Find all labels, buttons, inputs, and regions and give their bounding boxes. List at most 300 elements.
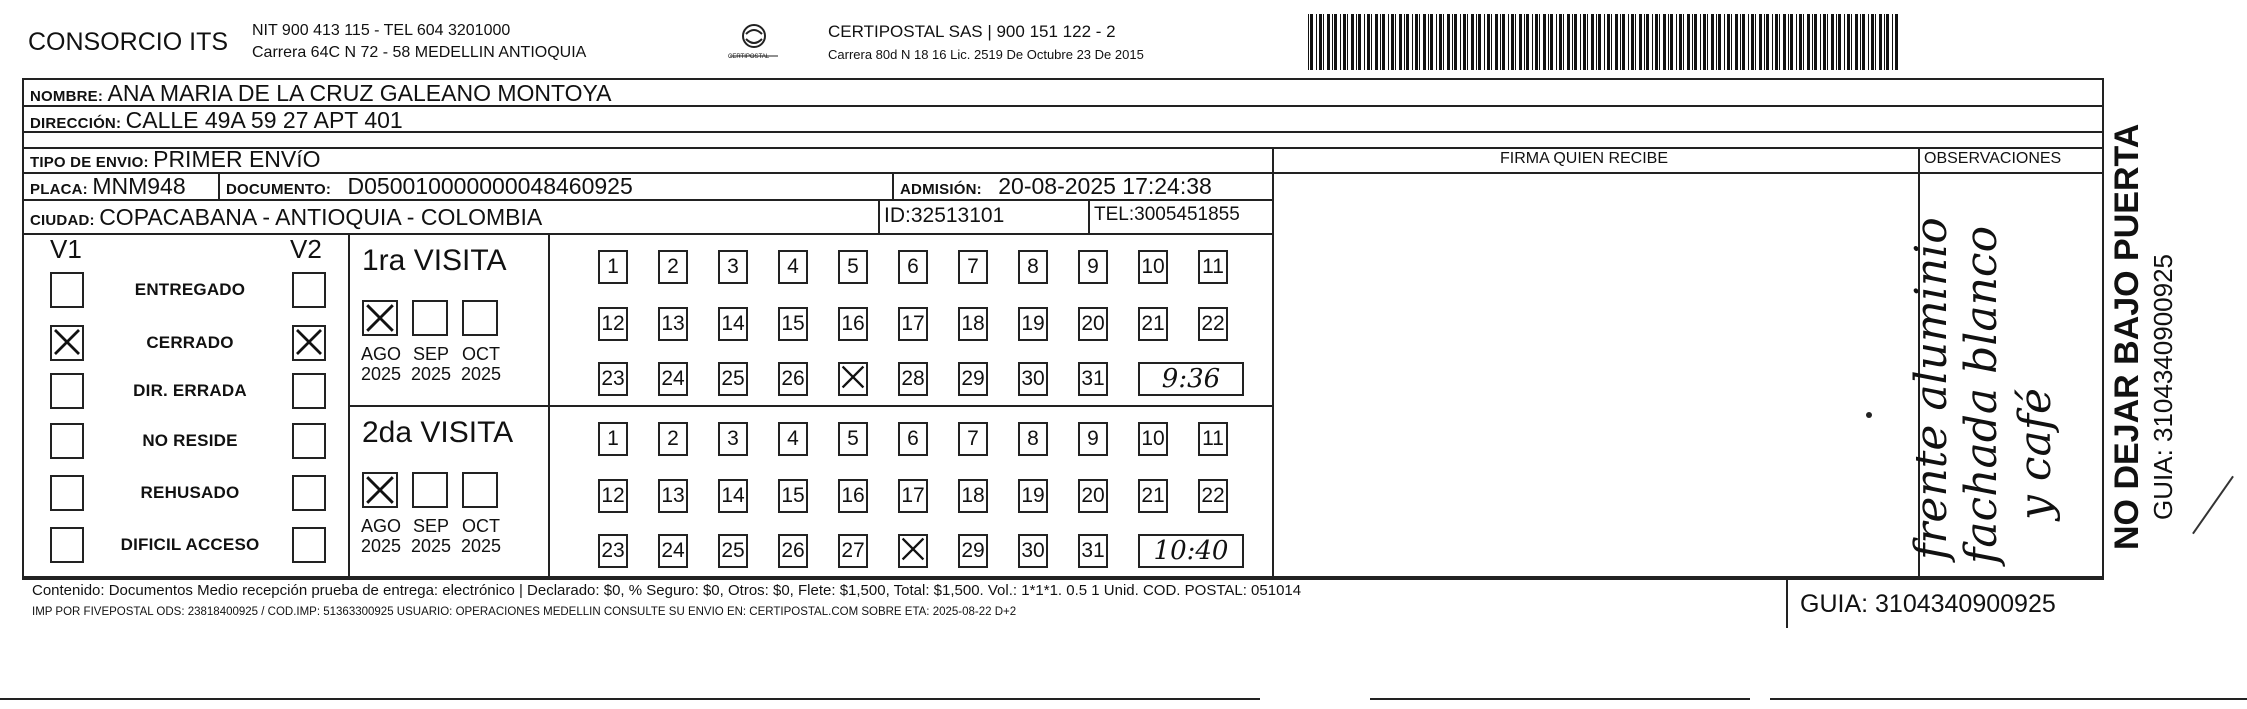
x-mark-icon bbox=[840, 364, 866, 390]
barcode-bar bbox=[1748, 14, 1749, 70]
ciudad-value: COPACABANA - ANTIOQUIA - COLOMBIA bbox=[99, 204, 543, 230]
barcode-bar bbox=[1471, 14, 1474, 70]
barcode-bar bbox=[1484, 14, 1485, 70]
barcode-bar bbox=[1687, 14, 1690, 70]
day-box[interactable]: 14 bbox=[718, 479, 748, 513]
day-box[interactable]: 10 bbox=[1138, 422, 1168, 456]
day-box[interactable]: 9 bbox=[1078, 422, 1108, 456]
v1-checkbox-4[interactable] bbox=[50, 475, 84, 511]
barcode-bar bbox=[1491, 14, 1492, 70]
month-label: OCT bbox=[462, 344, 500, 364]
month-label: SEP bbox=[412, 516, 450, 536]
barcode-bar bbox=[1495, 14, 1498, 70]
barcode-bar bbox=[1707, 14, 1708, 70]
v1-checkbox-0[interactable] bbox=[50, 272, 84, 308]
tel-value: TEL:3005451855 bbox=[1094, 204, 1240, 225]
barcode-bar bbox=[1395, 14, 1396, 70]
barcode-bar bbox=[1371, 14, 1372, 70]
barcode-bar bbox=[1823, 14, 1826, 70]
barcode-bar bbox=[1831, 14, 1834, 70]
barcode-bar bbox=[1519, 14, 1522, 70]
month-checkbox-sep[interactable] bbox=[412, 300, 448, 336]
obs-hand-2: fachada blanco bbox=[1956, 225, 2007, 564]
barcode-bar bbox=[1343, 14, 1346, 70]
day-box[interactable]: 2 bbox=[658, 250, 688, 284]
company-name: CONSORCIO ITS bbox=[28, 28, 229, 56]
day-box-marked[interactable] bbox=[898, 534, 928, 568]
day-box[interactable]: 23 bbox=[598, 362, 628, 396]
barcode-bar bbox=[1783, 14, 1786, 70]
barcode-bar bbox=[1399, 14, 1402, 70]
barcode-bar bbox=[1759, 14, 1762, 70]
v2-checkbox-1[interactable] bbox=[292, 325, 326, 361]
day-box[interactable]: 11 bbox=[1198, 422, 1228, 456]
barcode-bar bbox=[1875, 14, 1876, 70]
barcode-bar bbox=[1419, 14, 1420, 70]
day-box[interactable]: 15 bbox=[778, 479, 808, 513]
v2-checkbox-2[interactable] bbox=[292, 373, 326, 409]
barcode-bar bbox=[1622, 14, 1625, 70]
direccion-field bbox=[30, 107, 403, 134]
nombre-label: NOMBRE: bbox=[30, 88, 104, 105]
nombre-field bbox=[30, 80, 612, 107]
barcode-bar bbox=[1851, 14, 1852, 70]
barcode-bar bbox=[1868, 14, 1869, 70]
day-box[interactable]: 5 bbox=[838, 250, 868, 284]
day-box[interactable]: 20 bbox=[1078, 307, 1108, 341]
tipo-label: TIPO DE ENVIO: bbox=[30, 154, 149, 171]
barcode-bar bbox=[1735, 14, 1738, 70]
month-checkbox-sep[interactable] bbox=[412, 472, 448, 508]
day-box[interactable]: 20 bbox=[1078, 479, 1108, 513]
month-caption bbox=[358, 344, 404, 384]
barcode-bar bbox=[1799, 14, 1802, 70]
day-box[interactable]: 15 bbox=[778, 307, 808, 341]
nombre-value: ANA MARIA DE LA CRUZ GALEANO MONTOYA bbox=[107, 80, 612, 106]
barcode-bar bbox=[1539, 14, 1540, 70]
scan-mark bbox=[2192, 476, 2234, 534]
day-box[interactable]: 12 bbox=[598, 307, 628, 341]
v2-label: V2 bbox=[290, 234, 322, 264]
month-caption bbox=[458, 344, 504, 384]
month-checkbox-oct[interactable] bbox=[462, 300, 498, 336]
barcode-bar bbox=[1766, 14, 1769, 70]
barcode-bar bbox=[1716, 14, 1717, 70]
barcode-bar bbox=[1855, 14, 1858, 70]
month-checkbox-ago[interactable] bbox=[362, 472, 398, 508]
tipo-value: PRIMER ENVíO bbox=[153, 146, 321, 172]
barcode-bar bbox=[1406, 14, 1409, 70]
barcode-bar bbox=[1375, 14, 1378, 70]
barcode-bar bbox=[1628, 14, 1629, 70]
barcode-bar bbox=[1439, 14, 1442, 70]
barcode-bar bbox=[1668, 14, 1669, 70]
barcode-bar bbox=[1884, 14, 1885, 70]
barcode-bar bbox=[1436, 14, 1437, 70]
footer-impresion: IMP POR FIVEPOSTAL ODS: 23818400925 / COD.IMP: 51363300925 USUARIO: OPERACIONES MEDELLIN CONSULTE SU ENVIO EN: CERTIPOSTAL.COM SOBRE ETA: 2025-08-22 D+2 bbox=[32, 606, 1017, 618]
barcode-bar bbox=[1871, 14, 1874, 70]
barcode-bar bbox=[1428, 14, 1429, 70]
year-label: 2025 bbox=[410, 364, 452, 384]
day-box[interactable]: 11 bbox=[1198, 250, 1228, 284]
barcode-bar bbox=[1502, 14, 1505, 70]
day-box[interactable]: 8 bbox=[1018, 422, 1048, 456]
day-box[interactable]: 18 bbox=[958, 479, 988, 513]
status-label: NO RESIDE bbox=[142, 431, 238, 450]
day-box[interactable]: 25 bbox=[718, 534, 748, 568]
barcode-bar bbox=[1487, 14, 1490, 70]
barcode-bar bbox=[1803, 14, 1804, 70]
v1-checkbox-3[interactable] bbox=[50, 423, 84, 459]
observaciones-label: OBSERVACIONES bbox=[1924, 150, 2062, 167]
barcode-bar bbox=[1639, 14, 1642, 70]
barcode-bar bbox=[1583, 14, 1586, 70]
day-box[interactable]: 7 bbox=[958, 250, 988, 284]
barcode-bar bbox=[1764, 14, 1765, 70]
barcode-bar bbox=[1430, 14, 1433, 70]
barcode-bar bbox=[1692, 14, 1693, 70]
barcode-bar bbox=[1755, 14, 1756, 70]
barcode-bar bbox=[1467, 14, 1468, 70]
day-box[interactable]: 25 bbox=[718, 362, 748, 396]
barcode-bar bbox=[1727, 14, 1730, 70]
day-box[interactable]: 21 bbox=[1138, 307, 1168, 341]
day-box[interactable]: 2 bbox=[658, 422, 688, 456]
barcode-bar bbox=[1895, 14, 1898, 70]
barcode-bar bbox=[1423, 14, 1426, 70]
x-mark-icon bbox=[52, 327, 82, 357]
barcode-bar bbox=[1308, 14, 1309, 70]
barcode-bar bbox=[1415, 14, 1418, 70]
barcode-bar bbox=[1807, 14, 1810, 70]
barcode-bar bbox=[1574, 14, 1577, 70]
carrier-address: Carrera 80d N 18 16 Lic. 2519 De Octubre 23 De 2015 bbox=[828, 47, 1144, 62]
barcode-bar bbox=[1751, 14, 1754, 70]
month-checkbox-ago[interactable] bbox=[362, 300, 398, 336]
day-box[interactable]: 6 bbox=[898, 250, 928, 284]
barcode-bar bbox=[1731, 14, 1732, 70]
day-box[interactable]: 13 bbox=[658, 479, 688, 513]
barcode-bar bbox=[1476, 14, 1477, 70]
day-box[interactable]: 23 bbox=[598, 534, 628, 568]
barcode-bar bbox=[1526, 14, 1529, 70]
barcode-bar bbox=[1412, 14, 1413, 70]
signature-dot bbox=[1866, 412, 1872, 418]
year-label: 2025 bbox=[410, 536, 452, 556]
barcode-bar bbox=[1844, 14, 1845, 70]
barcode-bar bbox=[1652, 14, 1653, 70]
barcode-bar bbox=[1779, 14, 1780, 70]
barcode-bar bbox=[1700, 14, 1701, 70]
barcode-bar bbox=[1827, 14, 1828, 70]
barcode-bar bbox=[1524, 14, 1525, 70]
month-checkbox-oct[interactable] bbox=[462, 472, 498, 508]
day-box[interactable]: 13 bbox=[658, 307, 688, 341]
day-box[interactable]: 9 bbox=[1078, 250, 1108, 284]
day-box[interactable]: 4 bbox=[778, 422, 808, 456]
ciudad-label: CIUDAD: bbox=[30, 212, 95, 229]
barcode-bar bbox=[1788, 14, 1789, 70]
barcode-bar bbox=[1886, 14, 1889, 70]
barcode-bar bbox=[1316, 14, 1317, 70]
admision-value: 20-08-2025 17:24:38 bbox=[998, 173, 1212, 199]
v1-checkbox-2[interactable] bbox=[50, 373, 84, 409]
barcode-bar bbox=[1659, 14, 1660, 70]
barcode bbox=[1308, 14, 1900, 70]
month-caption bbox=[358, 516, 404, 556]
day-box[interactable]: 22 bbox=[1198, 479, 1228, 513]
day-box[interactable]: 1 bbox=[598, 250, 628, 284]
v1-label: V1 bbox=[50, 234, 82, 264]
barcode-bar bbox=[1718, 14, 1721, 70]
barcode-bar bbox=[1563, 14, 1564, 70]
barcode-bar bbox=[1404, 14, 1405, 70]
day-box[interactable]: 30 bbox=[1018, 362, 1048, 396]
barcode-bar bbox=[1646, 14, 1649, 70]
day-box[interactable]: 27 bbox=[838, 534, 868, 568]
barcode-bar bbox=[1631, 14, 1634, 70]
year-label: 2025 bbox=[460, 536, 502, 556]
barcode-bar bbox=[1452, 14, 1453, 70]
day-box[interactable]: 4 bbox=[778, 250, 808, 284]
barcode-bar bbox=[1500, 14, 1501, 70]
barcode-bar bbox=[1860, 14, 1861, 70]
day-box[interactable]: 3 bbox=[718, 422, 748, 456]
barcode-bar bbox=[1694, 14, 1697, 70]
barcode-bar bbox=[1587, 14, 1588, 70]
barcode-bar bbox=[1742, 14, 1745, 70]
day-box[interactable]: 31 bbox=[1078, 362, 1108, 396]
day-box[interactable]: 17 bbox=[898, 479, 928, 513]
barcode-bar bbox=[1391, 14, 1394, 70]
barcode-bar bbox=[1543, 14, 1546, 70]
barcode-bar bbox=[1663, 14, 1666, 70]
admision-label: ADMISIÓN: bbox=[900, 181, 982, 198]
day-box[interactable]: 17 bbox=[898, 307, 928, 341]
barcode-bar bbox=[1332, 14, 1333, 70]
barcode-bar bbox=[1550, 14, 1553, 70]
month-caption bbox=[408, 344, 454, 384]
barcode-bar bbox=[1364, 14, 1365, 70]
barcode-bar bbox=[1611, 14, 1612, 70]
barcode-bar bbox=[1356, 14, 1357, 70]
barcode-bar bbox=[1443, 14, 1444, 70]
day-box[interactable]: 16 bbox=[838, 479, 868, 513]
barcode-bar bbox=[1711, 14, 1714, 70]
barcode-bar bbox=[1567, 14, 1570, 70]
barcode-bar bbox=[1463, 14, 1466, 70]
tipo-field bbox=[30, 146, 321, 173]
visit-time[interactable]: 9:36 bbox=[1138, 362, 1244, 396]
barcode-bar bbox=[1460, 14, 1461, 70]
status-label: DIR. ERRADA bbox=[133, 381, 247, 400]
barcode-bar bbox=[1607, 14, 1610, 70]
barcode-bar bbox=[1388, 14, 1389, 70]
barcode-bar bbox=[1556, 14, 1557, 70]
x-mark-icon bbox=[364, 302, 396, 334]
day-box[interactable]: 14 bbox=[718, 307, 748, 341]
company-nit: NIT 900 413 115 - TEL 604 3201000 bbox=[252, 22, 511, 39]
year-label: 2025 bbox=[360, 536, 402, 556]
day-box[interactable]: 28 bbox=[898, 362, 928, 396]
visit-time[interactable]: 10:40 bbox=[1138, 534, 1244, 568]
ciudad-field bbox=[30, 204, 542, 231]
barcode-bar bbox=[1478, 14, 1481, 70]
footer-contenido: Contenido: Documentos Medio recepción prueba de entrega: electrónico | Declarado: $0, % Seguro: $0, Otros: $0, Flete: $1,500, Total: $1,500. Vol.: 1*1*1. 0.5 1 Unid. COD. POSTAL: 051014 bbox=[32, 582, 1302, 599]
barcode-bar bbox=[1511, 14, 1514, 70]
placa-value: MNM948 bbox=[92, 173, 186, 199]
day-box[interactable]: 1 bbox=[598, 422, 628, 456]
status-label: ENTREGADO bbox=[134, 280, 246, 299]
admision-field bbox=[900, 173, 1212, 200]
day-box[interactable]: 21 bbox=[1138, 479, 1168, 513]
barcode-bar bbox=[1847, 14, 1850, 70]
day-box-marked[interactable] bbox=[838, 362, 868, 396]
day-box[interactable]: 8 bbox=[1018, 250, 1048, 284]
barcode-bar bbox=[1892, 14, 1893, 70]
certipostal-logo bbox=[724, 20, 784, 64]
placa-field bbox=[30, 173, 186, 200]
day-box[interactable]: 31 bbox=[1078, 534, 1108, 568]
month-label: AGO bbox=[360, 344, 401, 364]
status-label: CERRADO bbox=[146, 333, 234, 352]
barcode-bar bbox=[1508, 14, 1509, 70]
barcode-bar bbox=[1351, 14, 1354, 70]
documento-field bbox=[226, 173, 633, 200]
barcode-bar bbox=[1838, 14, 1841, 70]
id-value: ID:32513101 bbox=[884, 204, 1005, 227]
day-box[interactable]: 18 bbox=[958, 307, 988, 341]
barcode-bar bbox=[1598, 14, 1601, 70]
barcode-bar bbox=[1447, 14, 1450, 70]
day-box[interactable]: 29 bbox=[958, 362, 988, 396]
v2-checkbox-0[interactable] bbox=[292, 272, 326, 308]
month-label: SEP bbox=[412, 344, 450, 364]
day-box[interactable]: 26 bbox=[778, 362, 808, 396]
barcode-bar bbox=[1596, 14, 1597, 70]
x-mark-icon bbox=[294, 327, 324, 357]
month-caption bbox=[458, 516, 504, 556]
barcode-bar bbox=[1367, 14, 1370, 70]
logo-caption: CERTIPOSTAL bbox=[728, 54, 770, 60]
barcode-bar bbox=[1703, 14, 1706, 70]
day-box[interactable]: 30 bbox=[1018, 534, 1048, 568]
day-box[interactable]: 7 bbox=[958, 422, 988, 456]
barcode-bar bbox=[1879, 14, 1882, 70]
barcode-bar bbox=[1670, 14, 1673, 70]
form-frame bbox=[22, 78, 2104, 578]
v2-checkbox-4[interactable] bbox=[292, 475, 326, 511]
side-warning: NO DEJAR BAJO PUERTA bbox=[2108, 123, 2146, 550]
barcode-bar bbox=[1620, 14, 1621, 70]
barcode-bar bbox=[1559, 14, 1562, 70]
day-box[interactable]: 6 bbox=[898, 422, 928, 456]
barcode-bar bbox=[1740, 14, 1741, 70]
barcode-bar bbox=[1790, 14, 1793, 70]
barcode-bar bbox=[1340, 14, 1341, 70]
barcode-bar bbox=[1796, 14, 1797, 70]
barcode-bar bbox=[1683, 14, 1684, 70]
x-mark-icon bbox=[364, 474, 396, 506]
barcode-bar bbox=[1676, 14, 1677, 70]
year-label: 2025 bbox=[360, 364, 402, 384]
barcode-bar bbox=[1319, 14, 1322, 70]
v1-checkbox-1[interactable] bbox=[50, 325, 84, 361]
barcode-graphic bbox=[1308, 14, 1900, 70]
side-guia: GUIA: 3104340900925 bbox=[2148, 254, 2178, 520]
obs-hand-3: y café bbox=[2010, 387, 2061, 520]
barcode-bar bbox=[1334, 14, 1337, 70]
barcode-bar bbox=[1635, 14, 1636, 70]
obs-hand-1: frente aluminio bbox=[1906, 217, 1957, 560]
day-box[interactable]: 5 bbox=[838, 422, 868, 456]
documento-label: DOCUMENTO: bbox=[226, 181, 332, 198]
placa-label: PLACA: bbox=[30, 181, 88, 198]
day-box[interactable]: 12 bbox=[598, 479, 628, 513]
visit-title: 1ra VISITA bbox=[362, 244, 507, 277]
day-box[interactable]: 3 bbox=[718, 250, 748, 284]
day-box[interactable]: 26 bbox=[778, 534, 808, 568]
company-address: Carrera 64C N 72 - 58 MEDELLIN ANTIOQUIA bbox=[252, 44, 587, 61]
visit-title: 2da VISITA bbox=[362, 416, 514, 449]
barcode-bar bbox=[1382, 14, 1385, 70]
day-box[interactable]: 24 bbox=[658, 362, 688, 396]
x-mark-icon bbox=[900, 536, 926, 562]
direccion-value: CALLE 49A 59 27 APT 401 bbox=[125, 107, 403, 133]
day-box[interactable]: 22 bbox=[1198, 307, 1228, 341]
barcode-bar bbox=[1358, 14, 1361, 70]
barcode-bar bbox=[1580, 14, 1581, 70]
barcode-bar bbox=[1323, 14, 1324, 70]
carrier-info: CERTIPOSTAL SAS | 900 151 122 - 2 bbox=[828, 22, 1116, 41]
day-box[interactable]: 24 bbox=[658, 534, 688, 568]
barcode-bar bbox=[1775, 14, 1778, 70]
barcode-bar bbox=[1644, 14, 1645, 70]
barcode-bar bbox=[1380, 14, 1381, 70]
barcode-bar bbox=[1548, 14, 1549, 70]
barcode-bar bbox=[1812, 14, 1813, 70]
day-box[interactable]: 19 bbox=[1018, 307, 1048, 341]
status-label: DIFICIL ACCESO bbox=[120, 535, 260, 554]
day-box[interactable]: 19 bbox=[1018, 479, 1048, 513]
barcode-bar bbox=[1679, 14, 1682, 70]
direccion-label: DIRECCIÓN: bbox=[30, 115, 122, 132]
day-box[interactable]: 29 bbox=[958, 534, 988, 568]
barcode-bar bbox=[1310, 14, 1313, 70]
barcode-bar bbox=[1347, 14, 1348, 70]
barcode-bar bbox=[1604, 14, 1605, 70]
status-label: REHUSADO bbox=[140, 483, 240, 502]
v2-checkbox-3[interactable] bbox=[292, 423, 326, 459]
barcode-bar bbox=[1532, 14, 1533, 70]
day-box[interactable]: 10 bbox=[1138, 250, 1168, 284]
barcode-bar bbox=[1535, 14, 1538, 70]
month-caption bbox=[408, 516, 454, 556]
month-label: AGO bbox=[360, 516, 401, 536]
barcode-bar bbox=[1655, 14, 1658, 70]
documento-value: D050010000000048460925 bbox=[347, 173, 633, 199]
barcode-bar bbox=[1814, 14, 1817, 70]
footer-guia: GUIA: 3104340900925 bbox=[1800, 590, 2056, 618]
firma-label: FIRMA QUIEN RECIBE bbox=[1500, 150, 1669, 167]
barcode-bar bbox=[1591, 14, 1594, 70]
barcode-bar bbox=[1862, 14, 1865, 70]
barcode-bar bbox=[1724, 14, 1725, 70]
v2-checkbox-5[interactable] bbox=[292, 527, 326, 563]
year-label: 2025 bbox=[460, 364, 502, 384]
day-box[interactable]: 16 bbox=[838, 307, 868, 341]
v1-checkbox-5[interactable] bbox=[50, 527, 84, 563]
